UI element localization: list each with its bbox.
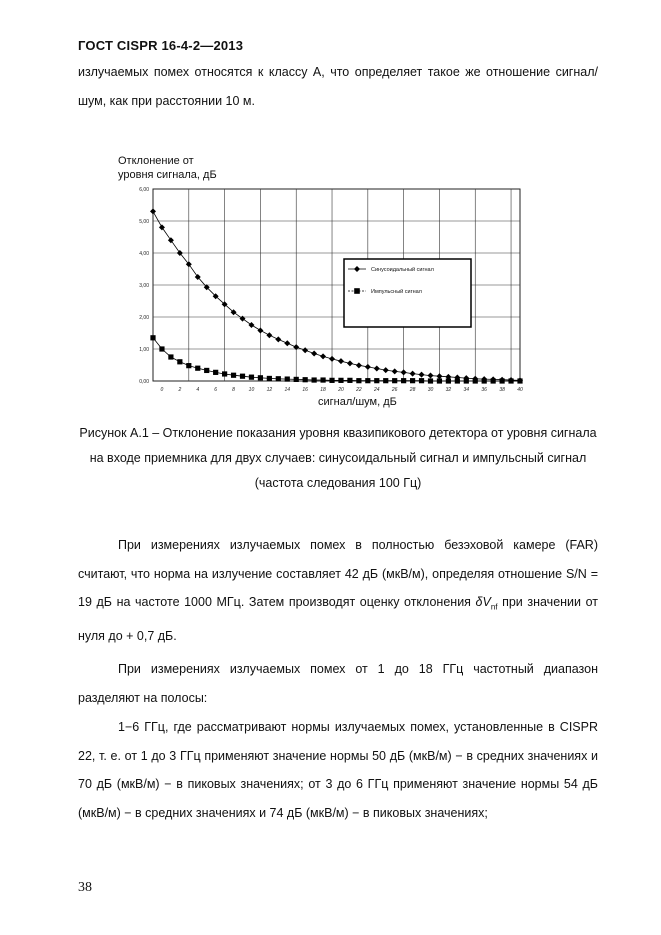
- square-marker: [464, 378, 469, 383]
- square-marker: [347, 378, 352, 383]
- y-tick-label: 4,00: [139, 251, 149, 257]
- page-number: 38: [78, 880, 92, 895]
- square-marker: [267, 376, 272, 381]
- x-tick-label: 4: [196, 387, 200, 393]
- square-marker: [401, 378, 406, 383]
- square-marker: [374, 378, 379, 383]
- square-marker: [392, 378, 397, 383]
- x-tick-label: 2: [178, 387, 182, 393]
- square-marker: [356, 378, 361, 383]
- x-tick-label: 34: [463, 387, 470, 393]
- square-marker: [213, 370, 218, 375]
- y-tick-label: 1,00: [139, 347, 149, 353]
- legend-label: Синусоидальный сигнал: [371, 267, 434, 273]
- x-tick-label: 38: [499, 387, 505, 393]
- x-tick-label: 8: [232, 387, 235, 393]
- square-marker: [150, 335, 155, 340]
- square-marker: [186, 363, 191, 368]
- x-tick-label: 12: [266, 387, 273, 393]
- square-marker: [410, 378, 415, 383]
- y-tick-label: 3,00: [139, 283, 149, 289]
- square-marker: [222, 371, 227, 376]
- square-marker: [329, 378, 334, 383]
- paragraph-bands: При измерениях излучаемых помех от 1 до 18 ГГц частотный диапазон разделяют на полосы:: [78, 662, 598, 705]
- square-marker: [240, 374, 245, 379]
- y-tick-label: 5,00: [139, 219, 149, 225]
- square-marker: [338, 378, 343, 383]
- square-marker: [312, 377, 317, 382]
- x-tick-label: 0: [160, 387, 164, 393]
- square-marker: [303, 377, 308, 382]
- intro-paragraph: излучаемых помех относятся к классу А, что определяет такое же отношение сигнал/шум, как при расстоянии 10 м.: [78, 65, 598, 108]
- paragraph-far-end: при значении от нуля до + 0,7 дБ.: [78, 595, 598, 643]
- square-marker: [517, 378, 522, 383]
- legend-label: Импульсный сигнал: [371, 289, 422, 295]
- square-marker: [258, 375, 263, 380]
- square-marker: [446, 378, 451, 383]
- x-tick-label: 24: [373, 387, 380, 393]
- x-tick-label: 30: [427, 387, 434, 393]
- x-tick-label: 18: [320, 387, 326, 393]
- square-marker: [159, 346, 164, 351]
- square-marker: [455, 378, 460, 383]
- square-marker: [499, 378, 504, 383]
- square-marker: [473, 378, 478, 383]
- x-tick-label: 14: [284, 387, 291, 393]
- document-header: ГОСТ CISPR 16-4-2—2013: [78, 38, 244, 53]
- chart-xlabel: сигнал/шум, дБ: [318, 396, 397, 408]
- square-marker: [383, 378, 388, 383]
- x-tick-label: 16: [302, 387, 308, 393]
- square-marker: [365, 378, 370, 383]
- square-marker: [419, 378, 424, 383]
- square-marker: [204, 368, 209, 373]
- square-marker: [276, 376, 281, 381]
- x-tick-label: 36: [481, 387, 487, 393]
- x-tick-label: 20: [338, 387, 344, 393]
- square-marker: [482, 378, 487, 383]
- square-marker: [508, 378, 513, 383]
- square-marker: [320, 377, 325, 382]
- y-tick-label: 2,00: [139, 315, 149, 321]
- legend-square-marker: [354, 288, 360, 294]
- square-marker: [195, 366, 200, 371]
- x-tick-label: 6: [214, 387, 218, 393]
- square-marker: [177, 359, 182, 364]
- figure-caption: Рисунок А.1 – Отклонение показания уровня квазипикового детектора от уровня сигнала на входе приемника для двух случаев: синусоидальный сигнал и импульсный сигнал (частота следования 100 Гц): [79, 426, 597, 490]
- square-marker: [437, 378, 442, 383]
- x-tick-label: 28: [409, 387, 416, 393]
- deviation-chart: [120, 180, 530, 395]
- square-marker: [428, 378, 433, 383]
- square-marker: [491, 378, 496, 383]
- chart-ylabel: Отклонение от уровня сигнала, дБ: [118, 155, 217, 181]
- square-marker: [231, 373, 236, 378]
- x-tick-label: 32: [445, 387, 452, 393]
- x-tick-label: 40: [517, 387, 523, 393]
- x-tick-label: 26: [391, 387, 398, 393]
- y-tick-label: 6,00: [139, 187, 149, 193]
- delta-v-symbol: δV: [475, 595, 491, 609]
- y-tick-label: 0,00: [139, 379, 149, 385]
- x-tick-label: 22: [356, 387, 362, 393]
- square-marker: [294, 377, 299, 382]
- paragraph-far-start: При измерениях излучаемых помех в полностью безэховой камере (FAR) считают, что норма на излучение составляет 42 дБ (мкВ/м), определяя отношение S/N = 19 дБ на частоте 1000 МГц. Затем производят оценку отклонения: [78, 538, 598, 609]
- square-marker: [249, 375, 254, 380]
- x-tick-label: 10: [248, 387, 255, 393]
- delta-v-subscript: nf: [490, 602, 498, 612]
- paragraph-1-6ghz: 1−6 ГГц, где рассматривают нормы излучаемых помех, установленные в CISPR 22, т. е. от 1 до 3 ГГц применяют значение нормы 50 дБ (мкВ/м) − в средних значениях и 70 дБ (мкВ/м) − в пиковых значениях; от 3 до 6 ГГц применяют значение нормы 54 дБ (мкВ/м) − в средних значениях и 74 дБ (мкВ/м) − в пиковых значениях;: [78, 720, 598, 820]
- square-marker: [285, 376, 290, 381]
- square-marker: [168, 354, 173, 359]
- paragraph-far: [78, 531, 598, 651]
